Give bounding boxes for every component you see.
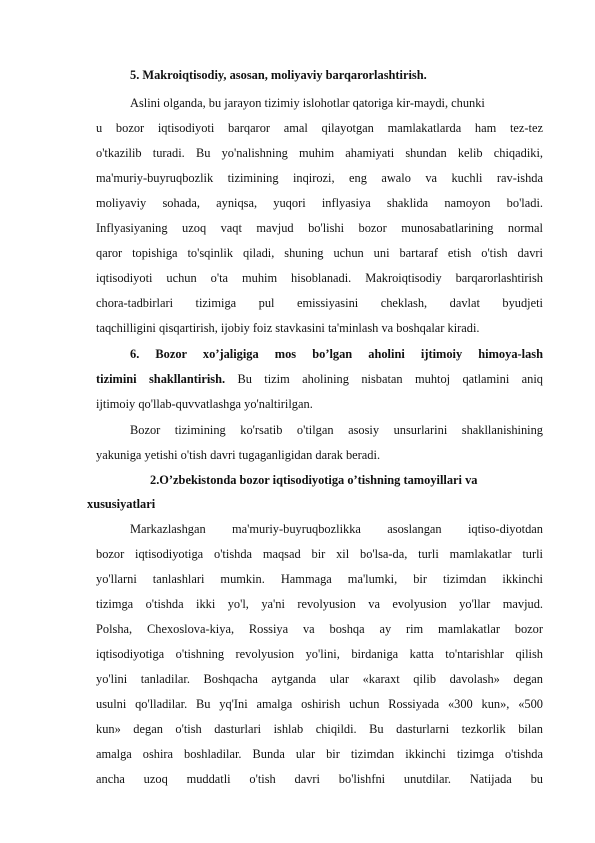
paragraph-line: o'tkazilib turadi. Bu yo'nalishning muhim ahamiyati shundan kelib chiqadiki, <box>96 146 543 160</box>
paragraph-line: qaror topishiga to'sqinlik qiladi, shuning uchun uni bartaraf etish o'tish davri <box>96 246 543 260</box>
paragraph-line: amalga oshira boshladilar. Bunda ular bir tizimdan ikkinchi tizimga o'tishda <box>96 747 543 761</box>
paragraph-line: iqtisodiyoti uchun o'ta muhim hisoblanadi. Makroiqtisodiy barqarorlashtirish <box>96 271 543 285</box>
paragraph-text: Bu tizim aholining nisbatan muhtoj qatlamini aniq <box>225 372 543 386</box>
paragraph-line: bozor iqtisodiyotiga o'tishda maqsad bir xil bo'lsa-da, turli mamlakatlar turli <box>96 547 543 561</box>
paragraph-line: taqchilligini qisqartirish, ijobiy foiz stavkasini ta'minlash va boshqalar kiradi. <box>96 321 480 335</box>
section-5-heading: 5. Makroiqtisodiy, asosan, moliyaviy barqarorlashtirish. <box>130 68 427 82</box>
section-2-heading-continued: xususiyatlari <box>87 497 156 511</box>
paragraph-line <box>96 370 543 388</box>
paragraph-line: u bozor iqtisodiyoti barqaror amal qilayotgan mamlakatlarda ham tez-tez <box>96 121 543 135</box>
paragraph-line: yakuniga yetishi o'tish davri tugaganligidan darak beradi. <box>96 448 381 462</box>
section-2-heading: 2.O’zbekistonda bozor iqtisodiyotiga o’tishning tamoyillari va <box>150 473 478 487</box>
paragraph-line: yo'lini tanladilar. Boshqacha aytganda ular «karaxt qilib davolash» degan <box>96 672 543 686</box>
section-6-heading-continued: tizimini shakllantirish. <box>96 372 226 386</box>
paragraph-line: ancha uzoq muddatli o'tish davri bo'lishfni unutdilar. Natijada bu <box>96 772 543 786</box>
paragraph-line: tizimga o'tishda ikki yo'l, ya'ni revolyusion va evolyusion yo'llar mavjud. <box>96 597 543 611</box>
paragraph-line: Markazlashgan ma'muriy-buyruqbozlikka asoslangan iqtiso-diyotdan <box>130 522 543 536</box>
paragraph-line: chora-tadbirlari tizimiga pul emissiyasini cheklash, davlat byudjeti <box>96 296 543 310</box>
paragraph-line: Polsha, Chexoslova-kiya, Rossiya va boshqa ay rim mamlakatlar bozor <box>96 622 543 636</box>
paragraph-line: moliyaviy sohada, ayniqsa, yuqori inflyasiya shaklida namoyon bo'ladi. <box>96 196 543 210</box>
paragraph-line: usulni qo'lladilar. Bu yq'Ini amalga oshirish uchun Rossiyada «300 kun», «500 <box>96 697 543 711</box>
paragraph-line: yo'llarni tanlashlari mumkin. Hammaga ma'lumki, bir tizimdan ikkinchi <box>96 572 543 586</box>
paragraph-line: Bozor tizimining ko'rsatib o'tilgan asosiy unsurlarini shakllanishining <box>130 423 543 437</box>
paragraph-line: iqtisodiyotiga o'tishning revolyusion yo'lini, birdaniga katta to'ntarishlar qilish <box>96 647 543 661</box>
paragraph-line: Aslini olganda, bu jarayon tizimiy islohotlar qatoriga kir-maydi, chunki <box>130 96 485 110</box>
paragraph-line: Inflyasiyaning uzoq vaqt mavjud bo'lishi bozor munosabatlarining normal <box>96 221 543 235</box>
paragraph-line: ma'muriy-buyruqbozlik tizimining inqirozi, eng awalo va kuchli rav-ishda <box>96 171 543 185</box>
section-6-heading: 6. Bozor xo’jaligiga mos bo’lgan aholini ijtimoiy himoya-lash <box>130 347 543 361</box>
paragraph-line: ijtimoiy qo'llab-quvvatlashga yo'naltirilgan. <box>96 397 313 411</box>
paragraph-line: kun» degan o'tish dasturlari ishlab chiqildi. Bu dasturlarni tezkorlik bilan <box>96 722 543 736</box>
